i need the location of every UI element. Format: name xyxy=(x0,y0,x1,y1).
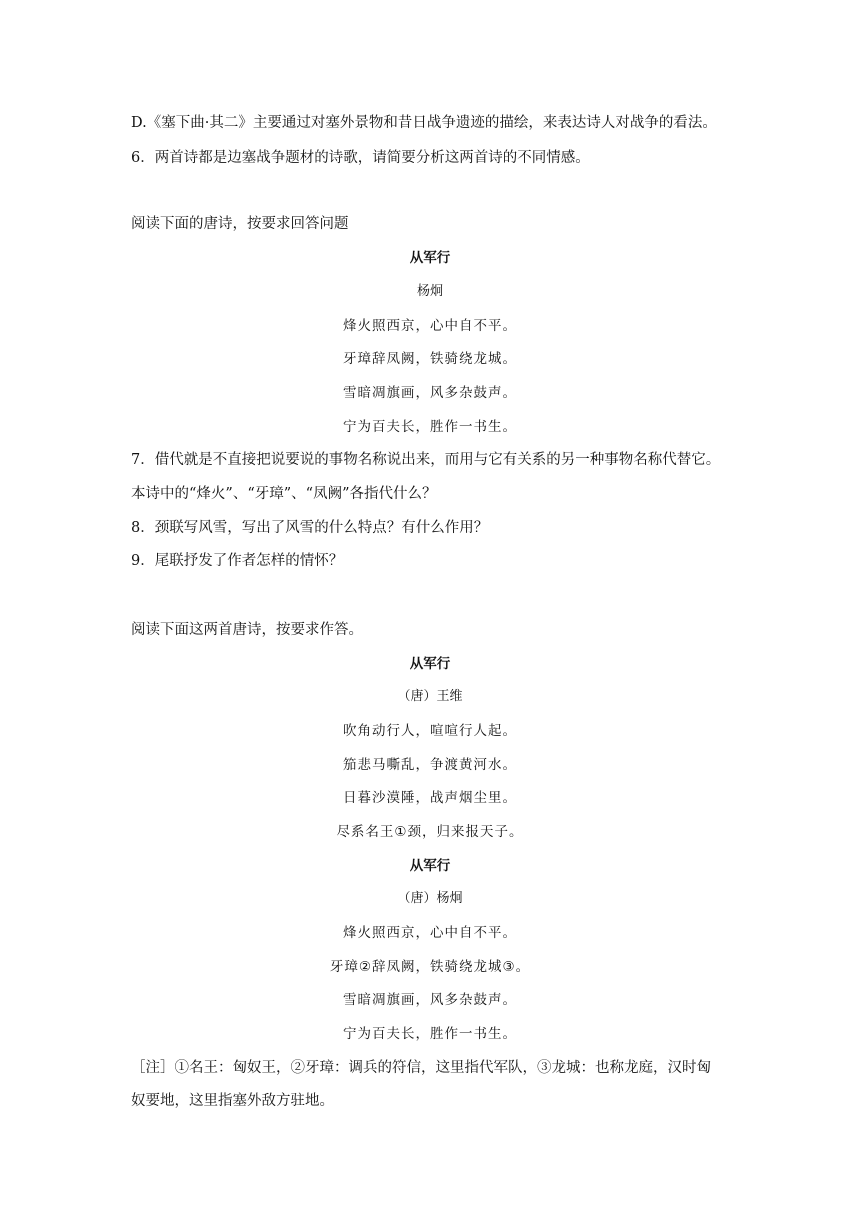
poem2-line: 宁为百夫长，胜作一书生。 xyxy=(343,1026,517,1042)
question-9: 9．尾联抒发了作者怎样的情怀？ xyxy=(131,553,344,569)
poem2-author: （唐）杨炯 xyxy=(397,891,463,906)
poem-line: 雪暗凋旗画，风多杂鼓声。 xyxy=(343,385,517,401)
section3-intro: 阅读下面这两首唐诗，按要求作答。 xyxy=(131,622,363,638)
poem1-line: 日暮沙漠陲，战声烟尘里。 xyxy=(343,790,517,806)
question-7-cont: 本诗中的“烽火”、“牙璋”、“凤阙”各指代什么？ xyxy=(131,486,437,502)
poem2-title: 从军行 xyxy=(409,858,451,874)
poem1-author: （唐）王维 xyxy=(397,689,463,704)
poem-line: 烽火照西京，心中自不平。 xyxy=(343,318,517,334)
poem-line: 牙璋辞凤阙，铁骑绕龙城。 xyxy=(343,351,517,367)
question-8: 8．颈联写风雪，写出了风雪的什么特点？有什么作用？ xyxy=(131,520,489,536)
poem-title: 从军行 xyxy=(409,250,451,266)
poem1-line: 吹角动行人，喧喧行人起。 xyxy=(343,723,517,739)
poem1-line: 尽系名王①颈，归来报天子。 xyxy=(336,824,524,840)
section2-intro: 阅读下面的唐诗，按要求回答问题 xyxy=(131,216,349,232)
poem2-line: 雪暗凋旗画，风多杂鼓声。 xyxy=(343,992,517,1008)
poem1-title: 从军行 xyxy=(409,656,451,672)
annotation-note: ［注］①名王：匈奴王，②牙璋：调兵的符信，这里指代军队，③龙城：也称龙庭，汉时匈 xyxy=(131,1060,711,1076)
poem-line: 宁为百夫长，胜作一书生。 xyxy=(343,419,517,435)
option-d-text: D.《塞下曲·其二》主要通过对塞外景物和昔日战争遗迹的描绘，来表达诗人对战争的看法。 xyxy=(131,115,717,131)
poem2-line: 烽火照西京，心中自不平。 xyxy=(343,925,517,941)
poem1-line: 笳悲马嘶乱，争渡黄河水。 xyxy=(343,757,517,773)
poem-author: 杨炯 xyxy=(416,284,443,299)
annotation-note-cont: 奴要地，这里指塞外敌方驻地。 xyxy=(131,1093,334,1109)
question-7: 7．借代就是不直接把说要说的事物名称说出来，而用与它有关系的另一种事物名称代替它。 xyxy=(131,452,721,468)
question-6: 6．两首诗都是边塞战争题材的诗歌，请简要分析这两首诗的不同情感。 xyxy=(131,150,590,166)
poem2-line: 牙璋②辞凤阙，铁骑绕龙城③。 xyxy=(329,959,531,975)
